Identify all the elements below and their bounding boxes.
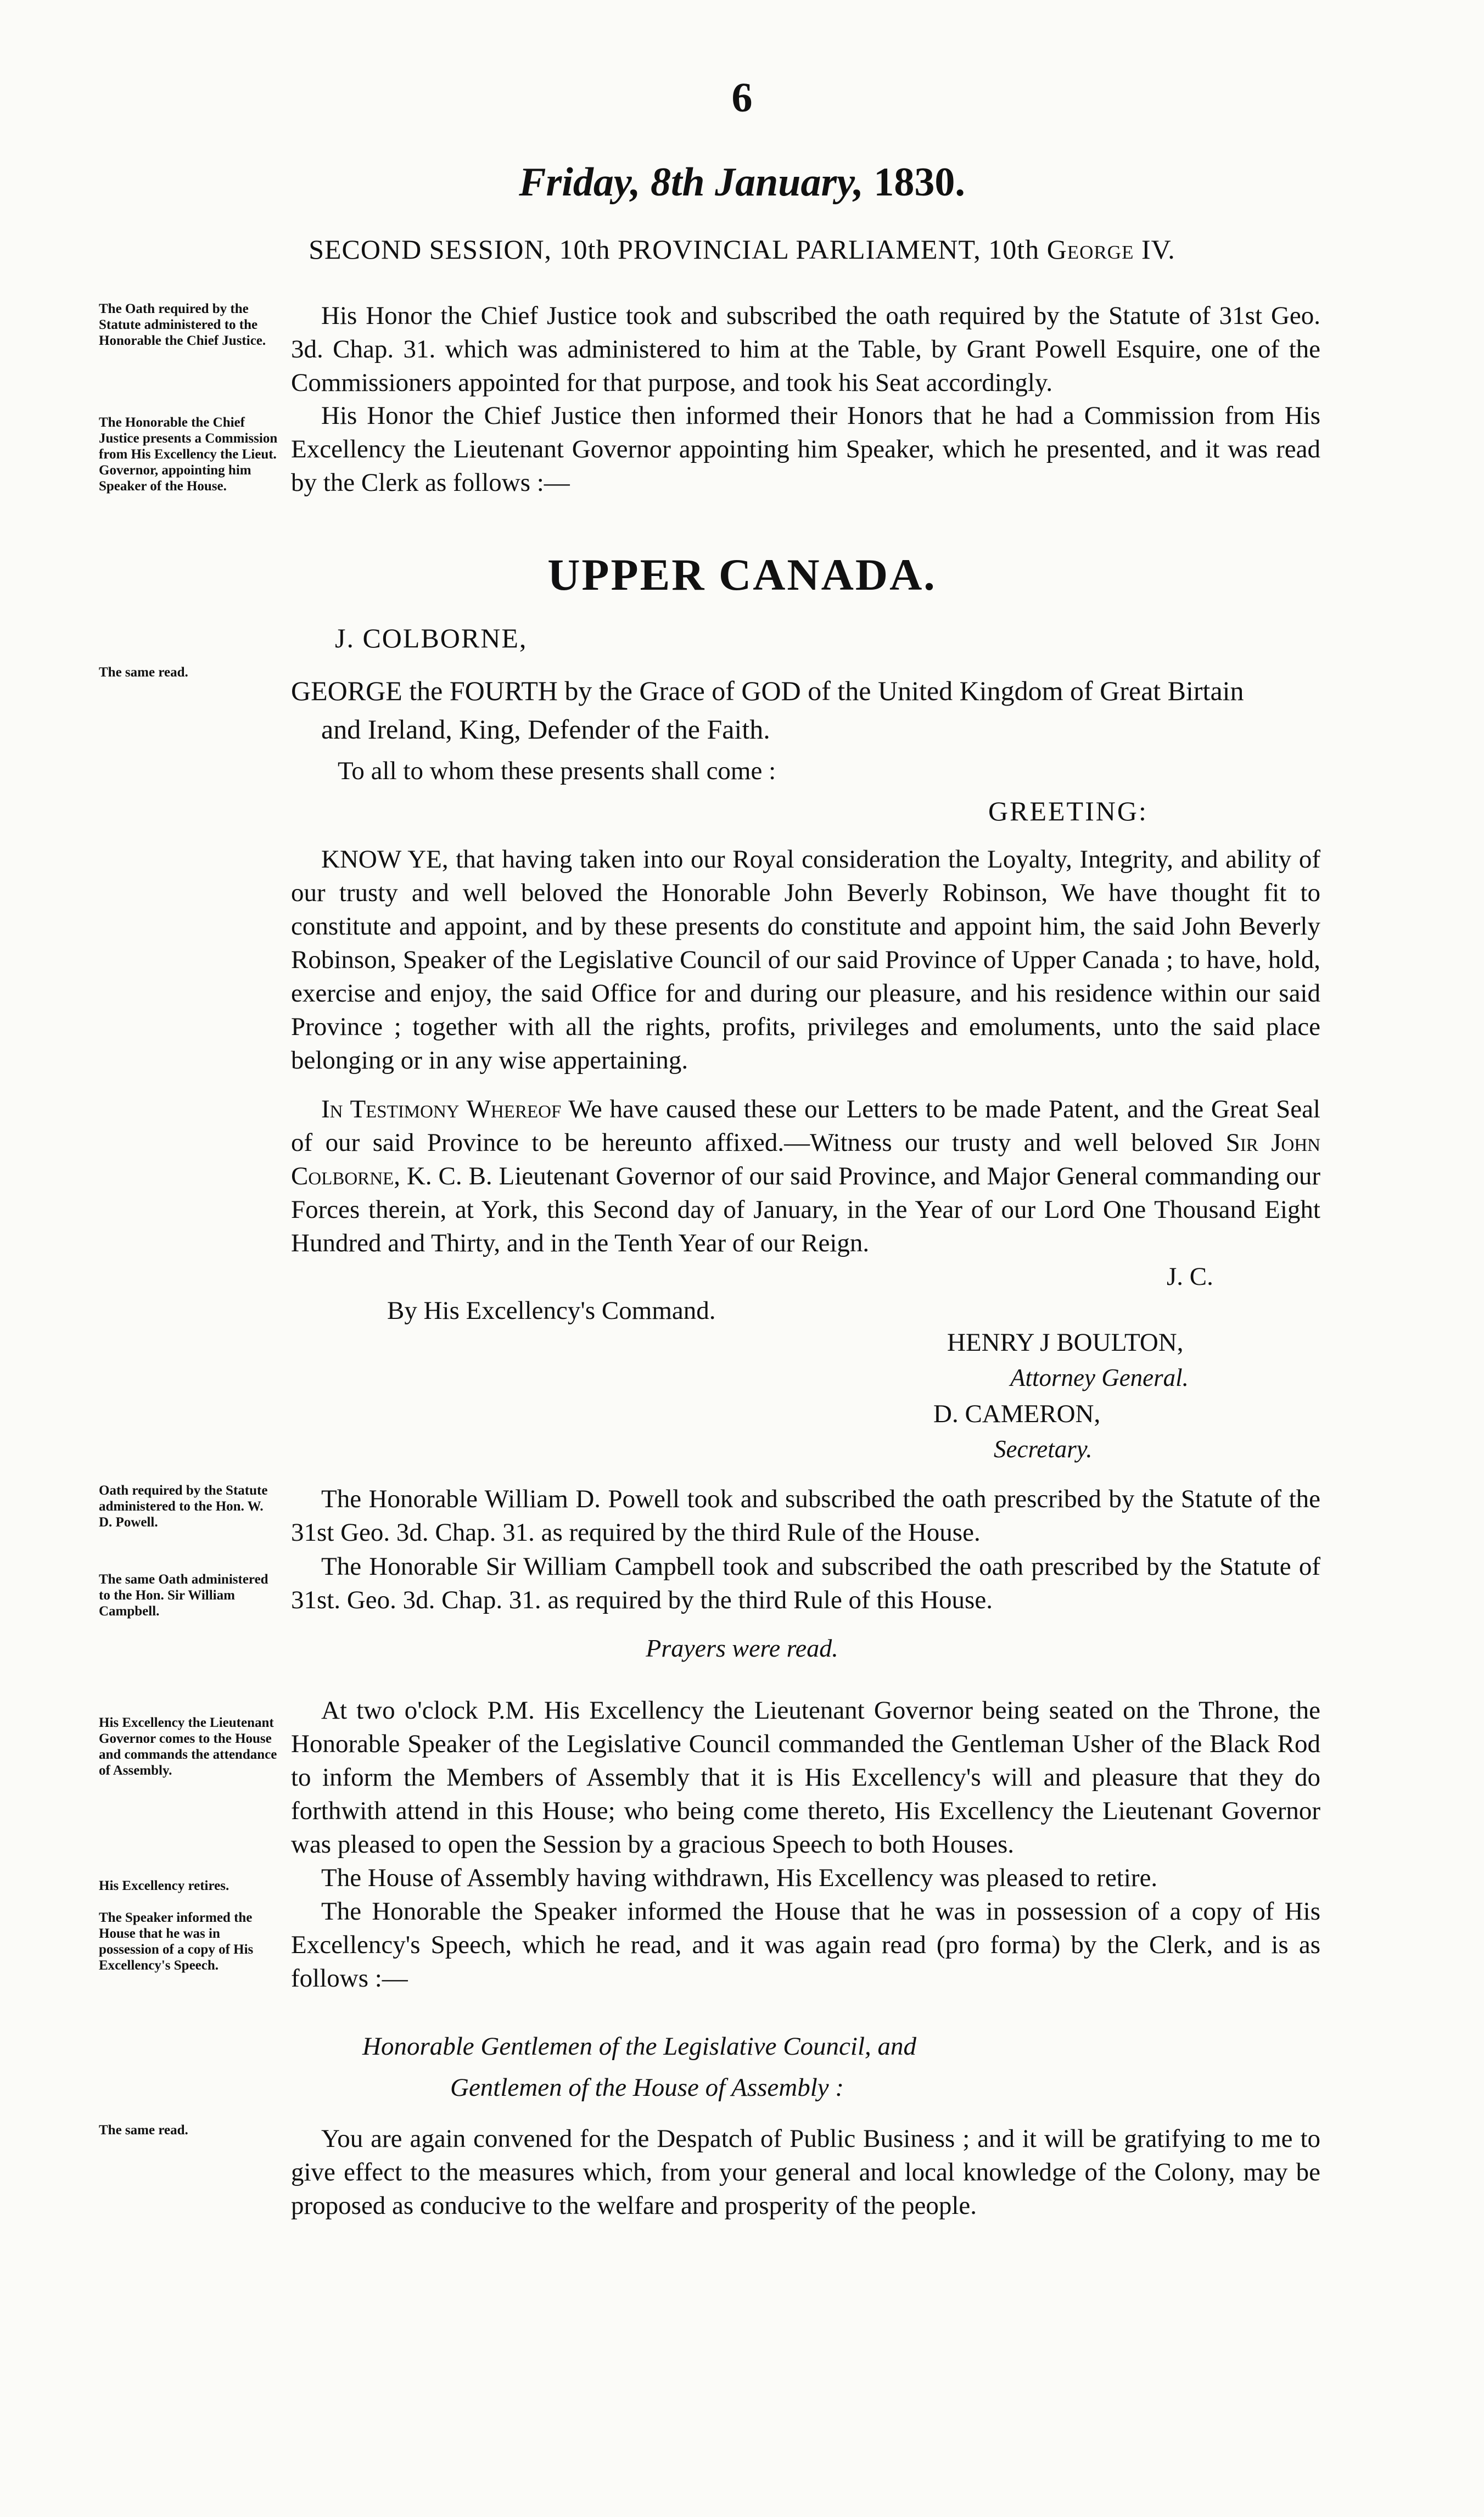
by-command: By His Excellency's Command. bbox=[387, 1296, 716, 1325]
date-year: 1830. bbox=[873, 160, 965, 205]
margin-note-oath-chief-justice: The Oath required by the Statute administered to the Honorable the Chief Justice. bbox=[99, 301, 266, 348]
session-main: SECOND SESSION, 10th PROVINCIAL PARLIAMENT, 10th bbox=[309, 234, 1040, 265]
paragraph-governor-throne bbox=[291, 1694, 1320, 1861]
paragraph-text: KNOW YE, that having taken into our Royal consideration the Loyalty, Integrity, and ability of our trusty and well beloved the Honorable John Beverly Robinson, We have thought fit to constitute and appoint, and by these presents do constitute and appoint him, the said John Beverly Robinson, Speaker of the Legislative Council of our said Province of Upper Canada ; to have, hold, exercise and enjoy, the said Office for and during our pleasure, and his residence within our said Province ; together with all the rights, profits, privileges and emoluments, unto the said place belonging or in any wise appertaining. bbox=[291, 845, 1320, 1075]
signature-cameron-title: Secretary. bbox=[994, 1435, 1093, 1463]
address-legislative-council: Honorable Gentlemen of the Legislative Council, and bbox=[362, 2032, 917, 2061]
sir-john-colborne: Sir John Colborne bbox=[291, 1128, 1320, 1190]
margin-note-speaker-informed: The Speaker informed the House that he was in possession of a copy of His Excellency's Speech. bbox=[99, 1910, 254, 1973]
document-heading: UPPER CANADA. bbox=[547, 550, 937, 600]
signature-boulton-title: Attorney General. bbox=[1010, 1364, 1189, 1391]
royal-title bbox=[291, 672, 1320, 748]
paragraph-powell-oath bbox=[291, 1483, 1320, 1550]
to-whom-line: To all to whom these presents shall come : bbox=[338, 757, 776, 785]
paragraph-text: At two o'clock P.M. His Excellency the Lieutenant Governor being seated on the Throne, the Honorable Speaker of the Legislative Council commanded the Gentleman Usher of the Black Rod to inform the Members of Assembly that it is His Excellency's will and pleasure that they do forthwith attend in this House; who being come thereto, His Excellency the Lieutenant Governor was pleased to open the Session by a gracious Speech to both Houses. bbox=[291, 1696, 1320, 1859]
signature-cameron-name: D. CAMERON, bbox=[933, 1400, 1101, 1428]
paragraph-text: His Honor the Chief Justice then informed their Honors that he had a Commission from His Excellency the Lieutenant Governor appointing him Speaker, which he presented, and it was read by the Clerk as follows :— bbox=[291, 401, 1320, 497]
date-heading bbox=[0, 159, 1484, 206]
paragraph-speaker-informed bbox=[291, 1895, 1320, 1995]
greeting: GREETING: bbox=[988, 796, 1148, 826]
paragraph-chief-justice-oath bbox=[291, 299, 1320, 400]
paragraph-convened bbox=[291, 2122, 1320, 2223]
royal-title-line-2: and Ireland, King, Defender of the Faith. bbox=[321, 714, 770, 745]
signature-boulton-name: HENRY J BOULTON, bbox=[947, 1328, 1184, 1357]
paragraph-text: His Honor the Chief Justice took and subscribed the oath required by the Statute of 31st Geo. 3d. Chap. 31. which was administered to him at the Table, by Grant Powell Esquire, one of the Commissioners appointed for that purpose, and took his Seat accordingly. bbox=[291, 301, 1320, 397]
prayers-line: Prayers were read. bbox=[646, 1634, 838, 1662]
date-day: Friday, 8th January, bbox=[519, 160, 864, 205]
paragraph-know-ye bbox=[291, 843, 1320, 1077]
testimony-end: , K. C. B. Lieutenant Governor of our said Province, and Major General commanding our Forces therein, at York, this Second day of January, in the Year of our Lord One Thousand Eight Hundred and Thirty, and in the Tenth Year of our Reign. bbox=[291, 1162, 1320, 1257]
paragraph-house-withdrawn bbox=[291, 1861, 1320, 1895]
paragraph-text: You are again convened for the Despatch of Public Business ; and it will be gratifying to me to give effect to the measures which, from your general and local knowledge of the Colony, may be proposed as conducive to the welfare and prosperity of the people. bbox=[291, 2124, 1320, 2220]
royal-title-line-1: GEORGE the FOURTH by the Grace of GOD of the United Kingdom of Great Birtain bbox=[291, 675, 1244, 706]
address-house-assembly: Gentlemen of the House of Assembly : bbox=[450, 2073, 844, 2102]
paragraph-commission bbox=[291, 399, 1320, 500]
margin-note-governor-comes: His Excellency the Lieutenant Governor comes to the House and commands the attendance of Assembly. bbox=[99, 1715, 277, 1778]
margin-note-same-read-1: The same read. bbox=[99, 665, 188, 680]
colborne-signature: J. COLBORNE, bbox=[335, 623, 528, 653]
session-reign: IV. bbox=[1141, 234, 1175, 265]
jc-initials: J. C. bbox=[1167, 1262, 1213, 1291]
session-line bbox=[0, 233, 1484, 265]
paragraph-text: The Honorable Sir William Campbell took and subscribed the oath prescribed by the Statute of 31st. Geo. 3d. Chap. 31. as required by the third Rule of this House. bbox=[291, 1552, 1320, 1614]
page-number: 6 bbox=[731, 75, 753, 121]
paragraph-campbell-oath bbox=[291, 1550, 1320, 1617]
paragraph-text: The Honorable the Speaker informed the House that he was in possession of a copy of His Excellency's Speech, which he read, and it was again read (pro forma) by the Clerk, and is as follows :— bbox=[291, 1897, 1320, 1993]
paragraph-text: The Honorable William D. Powell took and subscribed the oath prescribed by the Statute of the 31st Geo. 3d. Chap. 31. as required by the third Rule of the House. bbox=[291, 1485, 1320, 1547]
margin-note-excellency-retires: His Excellency retires. bbox=[99, 1878, 229, 1893]
testimony-text bbox=[291, 1093, 1320, 1260]
testimony-body: We have caused these our Letters to be made Patent, and the Great Seal of our said Province to be hereunto affixed.—Witness our trusty and well beloved bbox=[291, 1095, 1320, 1157]
paragraph-testimony bbox=[291, 1093, 1320, 1260]
session-george: George bbox=[1046, 234, 1134, 265]
testimony-lead: In Testimony Whereof bbox=[321, 1095, 562, 1123]
margin-note-oath-powell: Oath required by the Statute administered to the Hon. W. D. Powell. bbox=[99, 1483, 268, 1530]
margin-note-oath-campbell: The same Oath administered to the Hon. Sir William Campbell. bbox=[99, 1572, 268, 1619]
margin-note-commission: The Honorable the Chief Justice presents a Commission from His Excellency the Lieut. Governor, appointing him Speaker of the House. bbox=[99, 415, 278, 494]
margin-note-same-read-2: The same read. bbox=[99, 2123, 188, 2138]
paragraph-text: The House of Assembly having withdrawn, His Excellency was pleased to retire. bbox=[321, 1864, 1158, 1892]
